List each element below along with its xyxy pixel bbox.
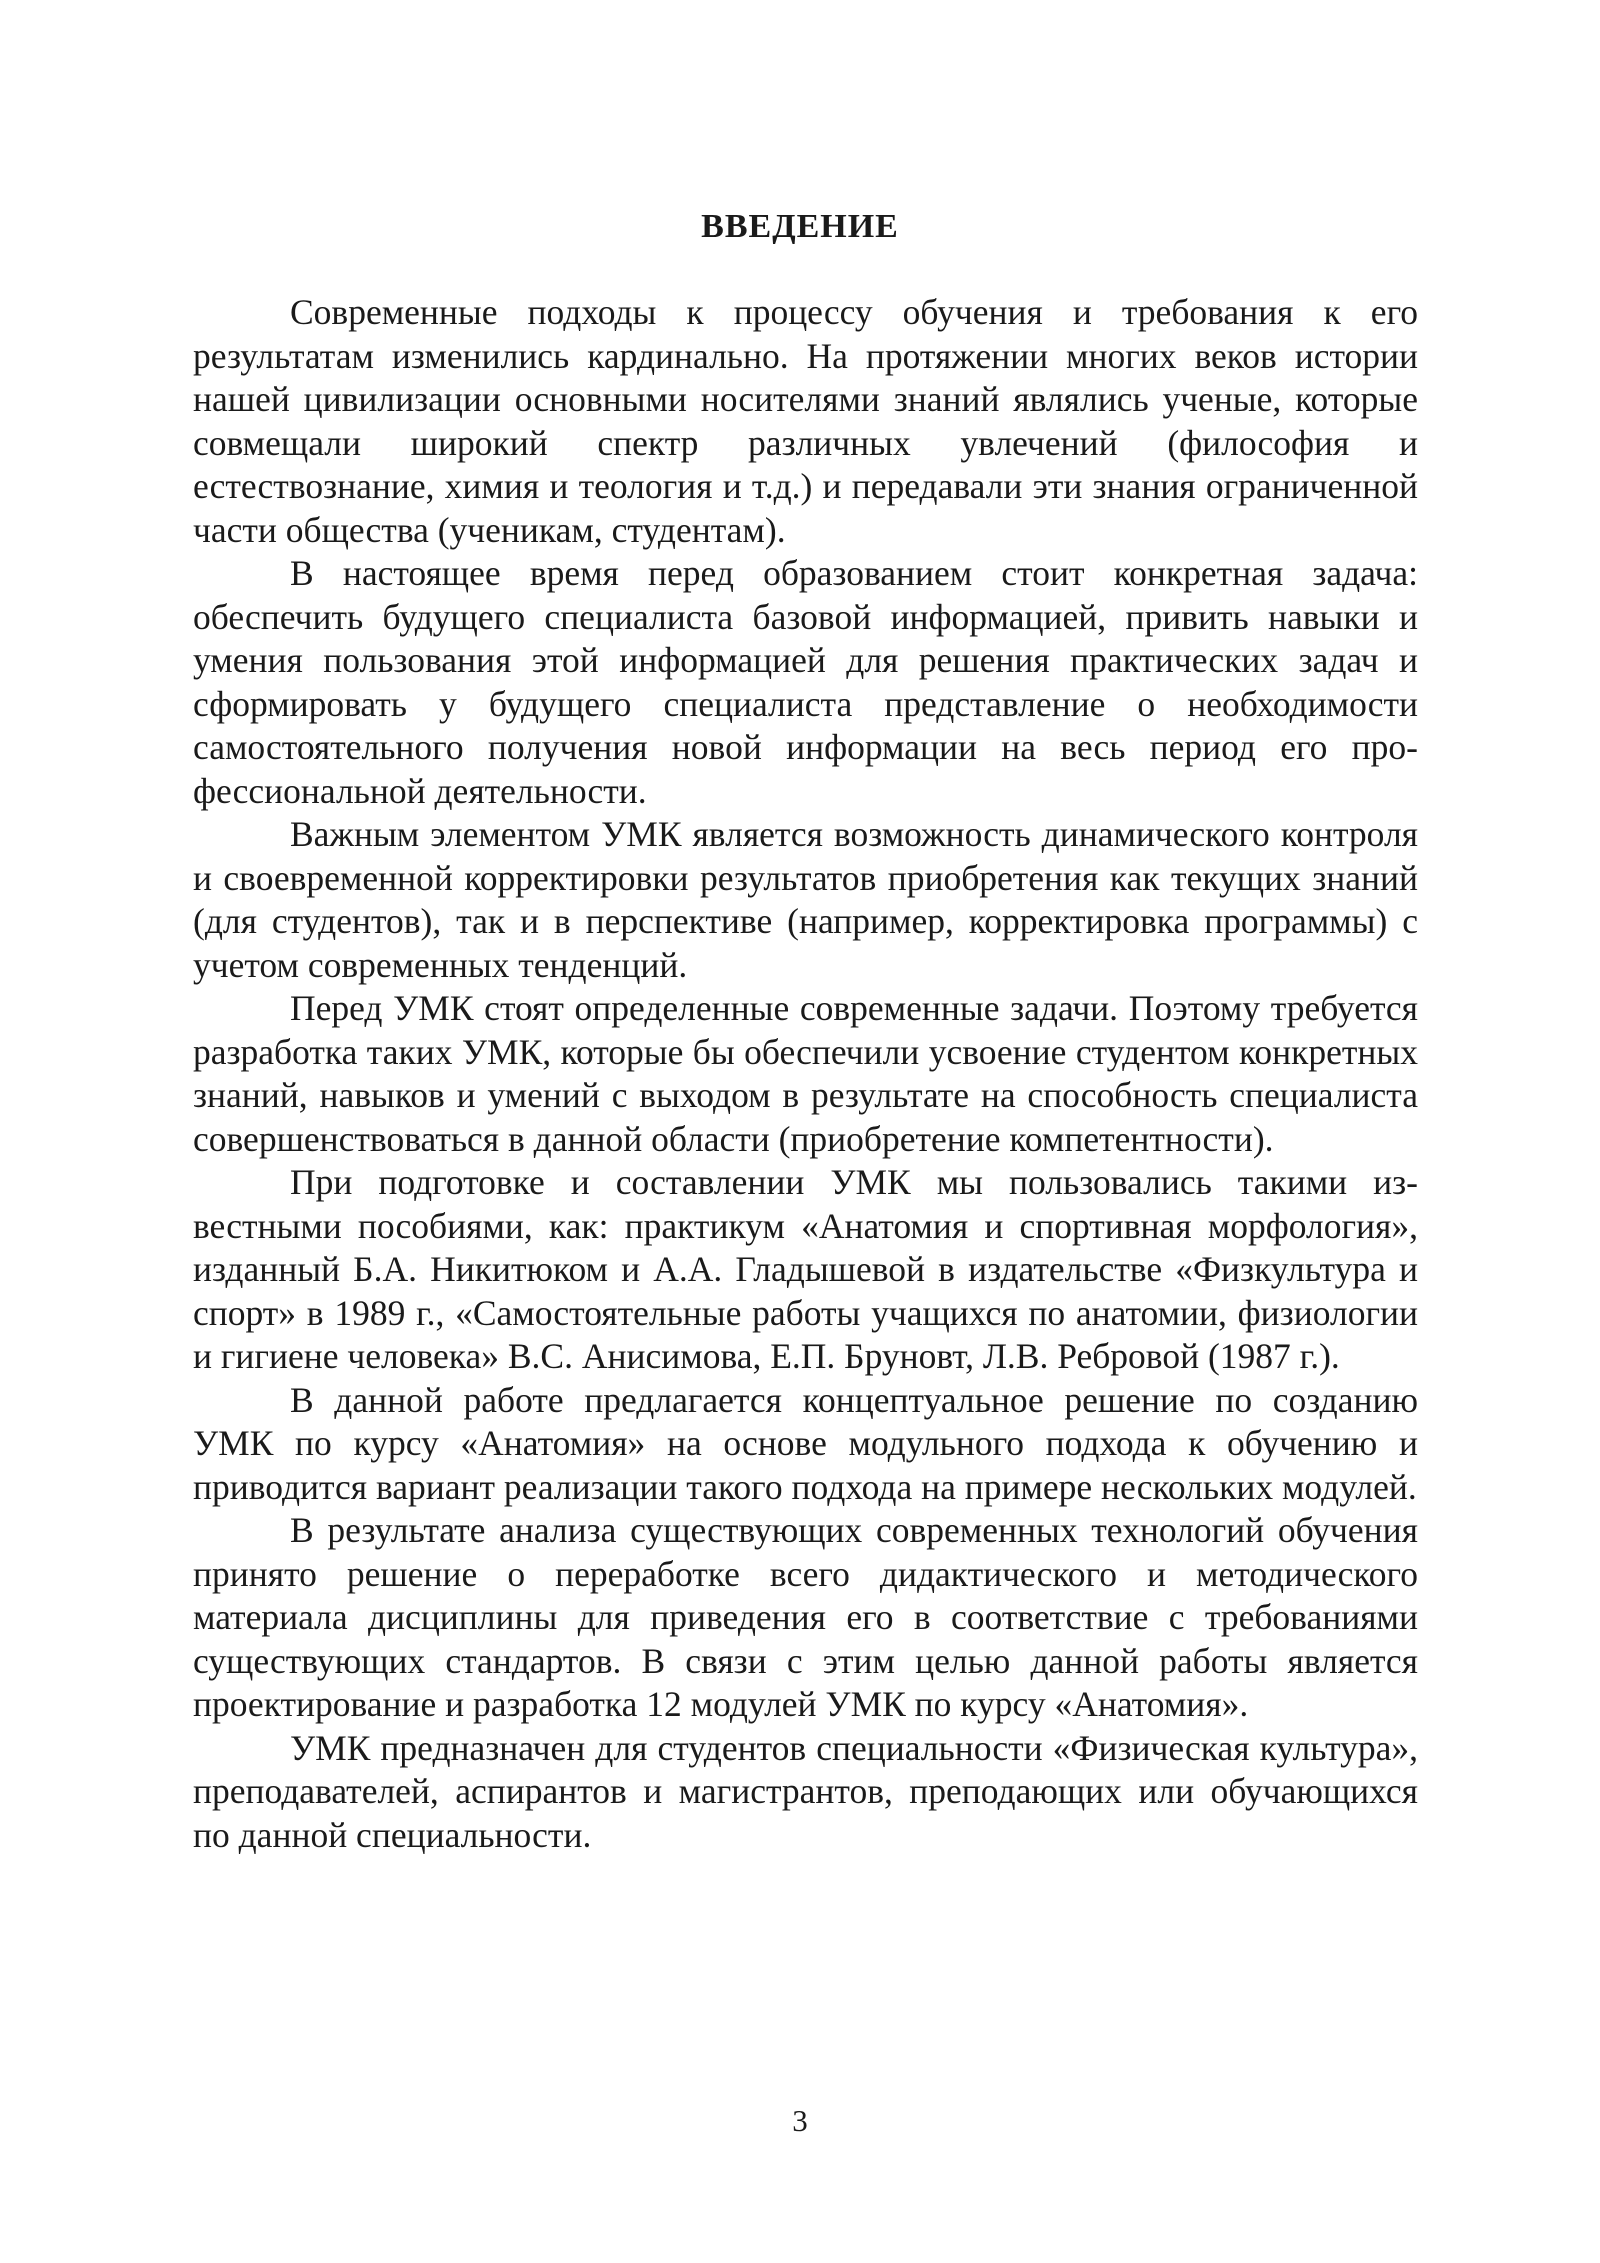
paragraph: В результате анализа существующих современных технологий обучения принято решение о переработке всего дидактического и методического материала дисциплины для приведения его в соответствие с требованиями существующих стандартов. В связи с этим целью данной работы является проектирование и разработка 12 модулей УМК по курсу «Анатомия». (193, 1510, 1418, 1724)
page-title: ВВЕДЕНИЕ (701, 208, 899, 245)
paragraph: Современные подходы к процессу обучения и требования к его результатам изменились кардинально. На протяжении многих веков истории нашей цивилизации основными носителями знаний являлись ученые, которые совмещали широкий спектр различных увлечений (философия и естествознание, химия и теология и т.д.) и передавали эти знания ограниченной части общества (ученикам, студентам). (193, 292, 1418, 550)
paragraph: УМК предназначен для студентов специальности «Физическая культура», преподавателей, аспирантов и магистрантов, преподающих или обучающихся по данной специальности. (193, 1727, 1418, 1855)
page-number: 3 (792, 2103, 808, 2138)
paragraph: Важным элементом УМК является возможность динамического контроля и своевременной корректировки результатов приобретения как текущих знаний (для студентов), так и в перспективе (например, корректировка программы) с учетом современных тенденций. (193, 814, 1418, 985)
body-text (193, 291, 1418, 1857)
paragraph: В данной работе предлагается концептуальное решение по созданию УМК по курсу «Анатомия» на основе модульного подхода к обучению и приводится вариант реализации такого подхода на примере нескольких модулей. (193, 1379, 1418, 1507)
paragraph: При подготовке и составлении УМК мы пользовались такими известными пособиями, как: практикум «Анатомия и спортивная морфология», изданный Б.А. Никитюком и А.А. Гладышевой в издательстве «Физкультура и спорт» в 1989 г., «Самостоятельные работы учащихся по анатомии, физиологии и гигиене человека» В.С. Анисимова, Е.П. Бруновт, Л.В. Ребровой (1987 г.). (193, 1162, 1418, 1376)
paragraph: В настоящее время перед образованием стоит конкретная задача: обеспечить будущего специалиста базовой информацией, привить навыки и умения пользования этой информацией для решения практических задач и сформировать у будущего специалиста представление о необходимости самостоятельного получения новой информации на весь период его профессиональной деятельности. (193, 553, 1418, 811)
paragraph: Перед УМК стоят определенные современные задачи. Поэтому требуется разработка таких УМК, которые бы обеспечили усвоение студентом конкретных знаний, навыков и умений с выходом в результате на способность специалиста совершенствоваться в данной области (приобретение компетентности). (193, 988, 1418, 1159)
